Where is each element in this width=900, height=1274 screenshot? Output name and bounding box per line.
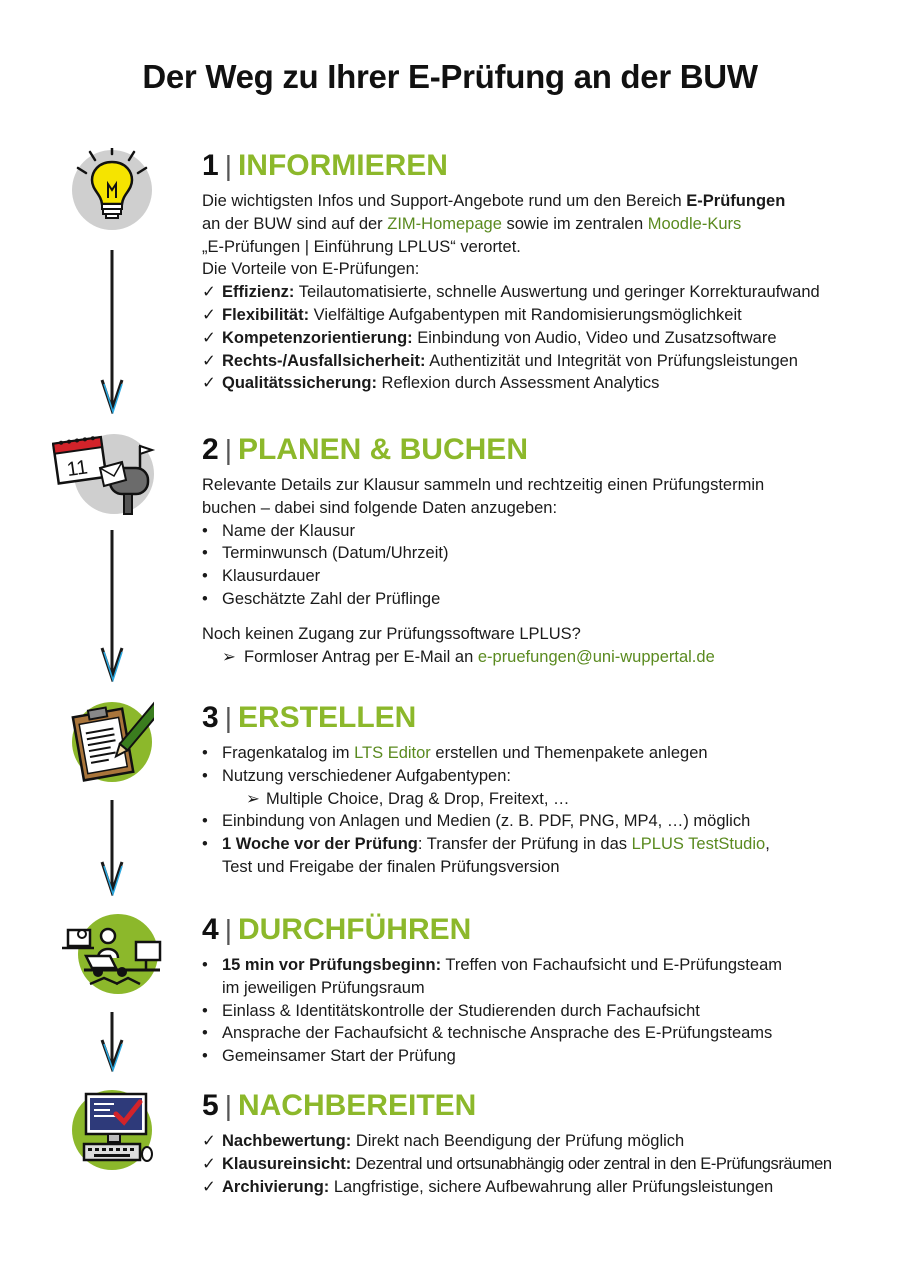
arrow-down-icon bbox=[100, 250, 124, 414]
text-line: Die wichtigsten Infos und Support-Angebote rund um den Bereich E-Prüfungen bbox=[202, 192, 786, 210]
list-item: ✓ Flexibilität: Vielfältige Aufgabentypen mit Randomisierungsmöglichkeit bbox=[202, 304, 882, 327]
lightbulb-icon bbox=[70, 148, 154, 232]
text-line: „E-Prüfungen | Einführung LPLUS“ verortet. bbox=[202, 237, 521, 256]
arrow-down-icon bbox=[100, 530, 124, 682]
text-line: an der BUW sind auf der ZIM-Homepage sowie im zentralen Moodle-Kurs bbox=[202, 214, 742, 233]
arrow-down-icon bbox=[100, 1012, 124, 1072]
list-item: • Einlass & Identitätskontrolle der Studierenden durch Fachaufsicht bbox=[202, 1001, 700, 1020]
computer-check-icon bbox=[70, 1088, 154, 1172]
email-link[interactable]: e-pruefungen@uni-wuppertal.de bbox=[477, 647, 715, 666]
exam-room-icon bbox=[60, 912, 164, 996]
arrow-down-icon bbox=[100, 800, 124, 896]
svg-text:11: 11 bbox=[65, 456, 90, 482]
list-item: ➢ Multiple Choice, Drag & Drop, Freitext, … bbox=[246, 789, 570, 808]
list-item: ✓ Archivierung: Langfristige, sichere Aufbewahrung aller Prüfungsleistungen bbox=[202, 1176, 882, 1199]
list-item: • Nutzung verschiedener Aufgabentypen: bbox=[202, 766, 511, 785]
list-item: • Ansprache der Fachaufsicht & technische Ansprache des E-Prüfungsteams bbox=[202, 1024, 773, 1043]
list-item: ✓ Kompetenzorientierung: Einbindung von Audio, Video und Zusatzsoftware bbox=[202, 327, 882, 350]
section-heading: 4 | DURCHFÜHREN bbox=[202, 913, 472, 946]
check-icon: ✓ bbox=[202, 305, 216, 324]
list-item: ✓ Rechts-/Ausfallsicherheit: Authentizität und Integrität von Prüfungsleistungen bbox=[202, 350, 882, 373]
moodle-kurs-link[interactable]: Moodle-Kurs bbox=[647, 214, 742, 233]
list-item: • 1 Woche vor der Prüfung: Transfer der Prüfung in das LPLUS TestStudio, bbox=[202, 835, 770, 854]
list-item: ✓ Nachbewertung: Direkt nach Beendigung der Prüfung möglich bbox=[202, 1130, 882, 1153]
list-item: ✓ Qualitätssicherung: Reflexion durch Assessment Analytics bbox=[202, 372, 882, 395]
calendar-mailbox-icon bbox=[52, 432, 156, 516]
section-heading: 3 | ERSTELLEN bbox=[202, 701, 417, 734]
list-item: • Fragenkatalog im LTS Editor erstellen und Themenpakete anlegen bbox=[202, 744, 708, 762]
check-icon: ✓ bbox=[202, 283, 216, 302]
list-item: • Terminwunsch (Datum/Uhrzeit) bbox=[202, 544, 449, 563]
check-icon: ✓ bbox=[202, 1177, 216, 1196]
check-icon: ✓ bbox=[202, 351, 216, 370]
section-heading: 2 | PLANEN & BUCHEN bbox=[202, 433, 528, 466]
list-item: ✓ Effizienz: Teilautomatisierte, schnelle Auswertung und geringer Korrekturaufwand bbox=[202, 281, 882, 304]
section-heading: 1 | INFORMIEREN bbox=[202, 149, 448, 182]
list-item: • Geschätzte Zahl der Prüflinge bbox=[202, 589, 441, 608]
list-item: ✓ Klausureinsicht: Dezentral und ortsunabhängig oder zentral in den E-Prüfungsräumen bbox=[202, 1153, 882, 1176]
list-item: • 15 min vor Prüfungsbeginn: Treffen von Fachaufsicht und E-Prüfungsteam bbox=[202, 956, 782, 974]
text-line: Die Vorteile von E-Prüfungen: bbox=[202, 260, 420, 279]
list-item: • Name der Klausur bbox=[202, 521, 355, 540]
clipboard-pen-icon bbox=[70, 700, 154, 784]
text-line: Relevante Details zur Klausur sammeln und rechtzeitig einen Prüfungstermin bbox=[202, 476, 765, 494]
check-icon: ✓ bbox=[202, 1154, 216, 1173]
text-line: Noch keinen Zugang zur Prüfungssoftware LPLUS? bbox=[202, 624, 581, 643]
check-icon: ✓ bbox=[202, 374, 216, 393]
text-line: buchen – dabei sind folgende Daten anzugeben: bbox=[202, 498, 558, 517]
check-icon: ✓ bbox=[202, 328, 216, 347]
text-line: im jeweiligen Prüfungsraum bbox=[222, 978, 425, 997]
lts-editor-link[interactable]: LTS Editor bbox=[354, 744, 431, 762]
lplus-teststudio-link[interactable]: LPLUS TestStudio bbox=[631, 835, 766, 854]
text-line: Test und Freigabe der finalen Prüfungsversion bbox=[222, 857, 560, 876]
list-item: • Gemeinsamer Start der Prüfung bbox=[202, 1047, 456, 1066]
list-item: ➢ Formloser Antrag per E-Mail an e-pruefungen@uni-wuppertal.de bbox=[222, 647, 715, 666]
page-title: Der Weg zu Ihrer E-Prüfung an der BUW bbox=[142, 58, 758, 95]
list-item: • Klausurdauer bbox=[202, 567, 321, 586]
check-icon: ✓ bbox=[202, 1132, 216, 1150]
list-item: • Einbindung von Anlagen und Medien (z. B. PDF, PNG, MP4, …) möglich bbox=[202, 812, 751, 831]
section-heading: 5 | NACHBEREITEN bbox=[202, 1089, 477, 1122]
zim-homepage-link[interactable]: ZIM-Homepage bbox=[387, 214, 502, 233]
